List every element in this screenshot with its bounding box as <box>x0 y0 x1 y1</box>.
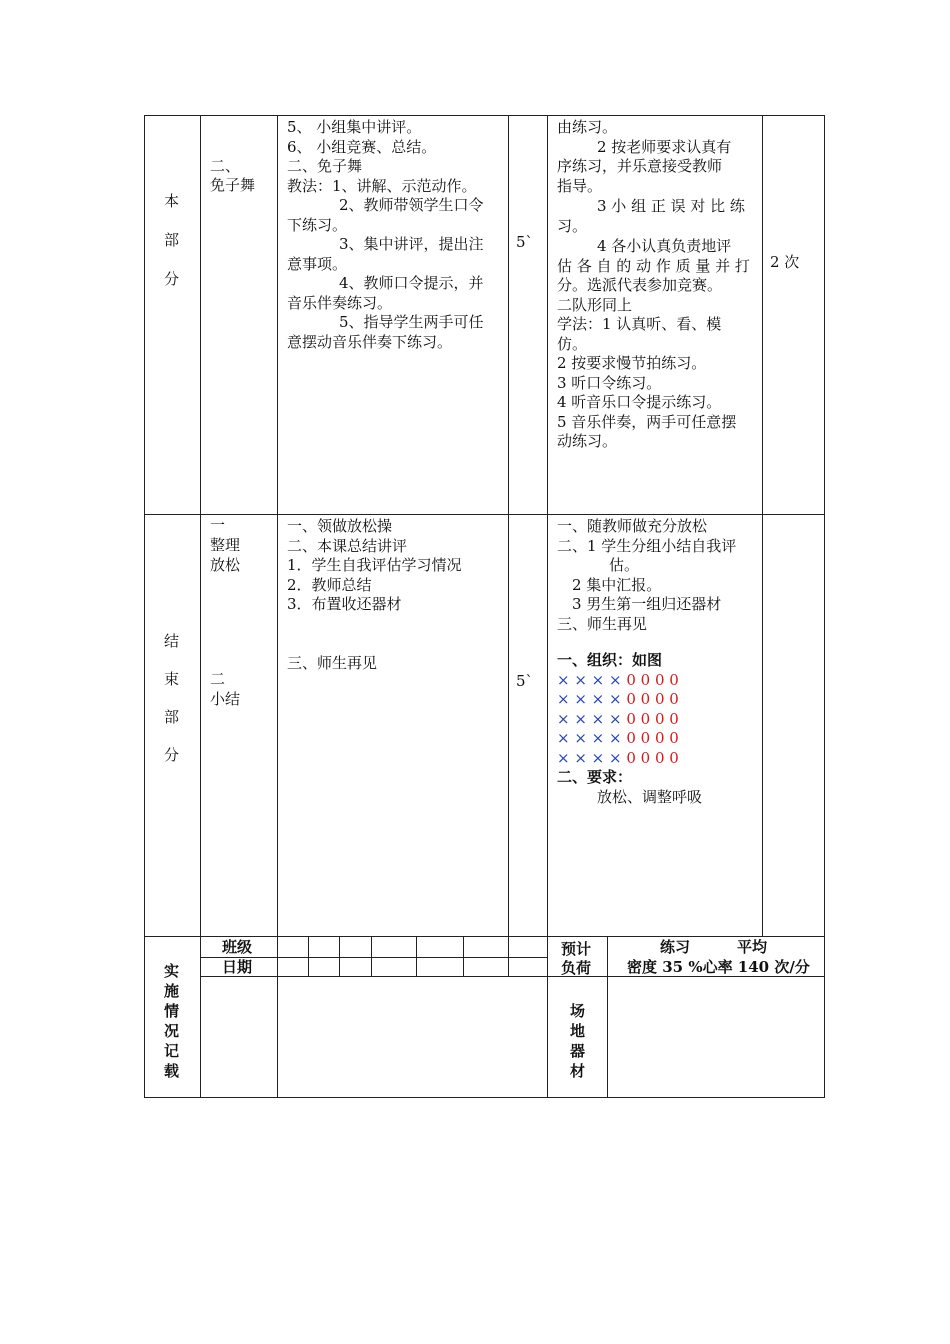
formation-row <box>557 690 753 710</box>
record-label-3: 情 <box>164 1002 180 1020</box>
load-label-1: 预计 <box>561 940 592 958</box>
main-section-label-1: 本 <box>164 192 180 210</box>
row-divider-main-end <box>144 514 825 515</box>
main-student-line: 分。选派代表参加竞赛。 <box>557 276 723 294</box>
end-student-line: 二、1 学生分组小结自我评 <box>557 536 737 555</box>
record-label-5: 记 <box>164 1042 180 1060</box>
load-label-2: 负荷 <box>561 959 592 977</box>
end-topic2-line-2: 小结 <box>210 690 241 708</box>
end-teacher-line: 1．学生自我评估学习情况 <box>287 556 462 574</box>
main-teacher-line: 下练习。 <box>287 215 348 234</box>
main-count: 2 次 <box>770 253 800 271</box>
record-label-6: 载 <box>164 1062 180 1080</box>
main-section-label-2: 部 <box>164 231 180 249</box>
circles: 0 0 0 0 <box>626 670 679 689</box>
main-student-line: 4 各小认真负责地评 <box>597 237 732 255</box>
column-divider-load <box>607 936 608 1098</box>
main-teacher-line: 2、教师带领学生口令 <box>339 196 484 214</box>
main-teacher-line: 教法：1、讲解、示范动作。 <box>287 176 477 195</box>
end-time: 5` <box>516 672 534 690</box>
formation-row <box>557 729 753 749</box>
main-student-line: 指导。 <box>557 176 603 195</box>
end-teacher-line: 一、领做放松操 <box>287 517 393 535</box>
main-student-line: 二队形同上 <box>557 295 633 314</box>
table-border-bottom <box>144 1097 825 1098</box>
main-student-line: 动练习。 <box>557 432 618 450</box>
venue-label-2: 地 <box>570 1022 586 1040</box>
end-section-label-2: 束 <box>164 670 180 688</box>
end-student-line: 3 男生第一组归还器材 <box>572 595 722 613</box>
class-grid-col-3 <box>371 936 372 977</box>
main-student-line: 3 听口令练习。 <box>557 373 662 392</box>
density-heart-rate: 密度 35 %心率 140 次/分 <box>627 958 810 976</box>
practice-label: 练习 <box>660 938 691 956</box>
table-border-left <box>144 115 145 1098</box>
end-topic1-line-1: 一 <box>210 516 226 534</box>
column-divider-5 <box>762 115 763 937</box>
column-divider-3 <box>508 115 509 977</box>
end-student-line: 一、随教师做充分放松 <box>557 517 708 535</box>
circles: 0 0 0 0 <box>626 729 679 747</box>
end-teacher-line: 2．教师总结 <box>287 575 372 594</box>
circles: 0 0 0 0 <box>626 690 679 708</box>
column-divider-4 <box>547 115 548 1098</box>
main-teacher-content <box>287 118 499 352</box>
row-divider-end-section <box>144 936 825 937</box>
class-grid-col-2 <box>339 936 340 977</box>
requirements-title: 二、要求： <box>557 768 633 786</box>
record-label-4: 况 <box>164 1022 180 1040</box>
main-teacher-line: 意摆动音乐伴奏下练习。 <box>287 332 453 351</box>
table-border-top <box>144 115 825 116</box>
end-section-label-4: 分 <box>164 746 180 764</box>
organization-title: 一、组织：如图 <box>557 651 663 669</box>
end-topic2-line-1: 二 <box>210 670 226 688</box>
end-student-line: 估。 <box>609 556 640 574</box>
end-teacher-line: 二、本课总结讲评 <box>287 536 408 555</box>
main-teacher-line: 4、教师口令提示，并 <box>339 274 484 292</box>
class-label: 班级 <box>222 938 253 956</box>
venue-label-1: 场 <box>570 1002 586 1020</box>
main-student-line: 5 音乐伴奏，两手可任意摆 <box>557 412 737 431</box>
record-label-1: 实 <box>164 962 180 980</box>
main-student-line: 4 听音乐口令提示练习。 <box>557 393 722 411</box>
crosses: × × × × <box>557 690 622 708</box>
crosses: × × × × <box>557 729 622 747</box>
end-section-label-1: 结 <box>164 632 180 650</box>
table-border-right <box>824 115 825 1098</box>
end-student-content <box>557 517 753 807</box>
crosses: × × × × <box>557 670 622 689</box>
end-section-label-3: 部 <box>164 708 180 726</box>
end-topic1-line-2: 整理 <box>210 536 241 554</box>
circles: 0 0 0 0 <box>626 709 679 728</box>
circles: 0 0 0 0 <box>626 748 679 767</box>
main-student-line: 序练习，并乐意接受教师 <box>557 157 723 175</box>
average-label: 平均 <box>737 938 768 956</box>
main-teacher-line: 意事项。 <box>287 254 348 273</box>
main-teacher-line: 6、 小组竞赛、总结。 <box>287 137 437 156</box>
end-student-line: 三、师生再见 <box>557 614 648 633</box>
main-teacher-line: 二、免子舞 <box>287 157 363 175</box>
main-teacher-line: 音乐伴奏练习。 <box>287 293 393 312</box>
column-divider-2 <box>277 115 278 1098</box>
class-grid-col-1 <box>308 936 309 977</box>
end-teacher-line: 三、师生再见 <box>287 653 378 672</box>
venue-label-4: 材 <box>570 1062 586 1080</box>
formation-row <box>557 749 753 769</box>
end-teacher-line: 3．布置收还器材 <box>287 595 402 613</box>
venue-label-3: 器 <box>570 1042 586 1060</box>
row-divider-class-date <box>200 957 547 958</box>
main-section-label-3: 分 <box>164 270 180 288</box>
main-topic-line-2: 免子舞 <box>210 176 256 194</box>
class-grid-col-5 <box>463 936 464 977</box>
crosses: × × × × <box>557 748 622 767</box>
main-student-line: 估 各 自 的 动 作 质 量 并 打 <box>557 256 750 275</box>
formation-row <box>557 671 753 691</box>
formation-row <box>557 710 753 730</box>
main-student-line: 2 按要求慢节拍练习。 <box>557 354 707 372</box>
requirements-text: 放松、调整呼吸 <box>597 787 703 806</box>
end-topic1-line-3: 放松 <box>210 556 241 574</box>
crosses: × × × × <box>557 709 622 728</box>
end-student-line: 2 集中汇报。 <box>572 575 662 594</box>
main-student-line: 仿。 <box>557 334 588 353</box>
record-label-2: 施 <box>164 982 180 1000</box>
main-teacher-line: 5、指导学生两手可任 <box>339 313 484 331</box>
main-teacher-line: 3、集中讲评，提出注 <box>339 235 484 253</box>
main-student-line: 3 小 组 正 误 对 比 练 <box>597 197 745 215</box>
main-student-line: 由练习。 <box>557 118 618 136</box>
main-student-line: 学法：1 认真听、看、模 <box>557 315 722 333</box>
main-student-line: 2 按老师要求认真有 <box>597 137 732 156</box>
end-teacher-content <box>287 517 499 673</box>
date-label: 日期 <box>222 958 253 976</box>
main-teacher-line: 5、 小组集中讲评。 <box>287 118 422 136</box>
main-student-line: 习。 <box>557 216 588 235</box>
class-grid-col-4 <box>416 936 417 977</box>
main-time: 5` <box>516 233 534 251</box>
column-divider-1 <box>200 115 201 1098</box>
main-student-content <box>557 118 753 452</box>
main-topic-line-1: 二、 <box>210 157 241 175</box>
